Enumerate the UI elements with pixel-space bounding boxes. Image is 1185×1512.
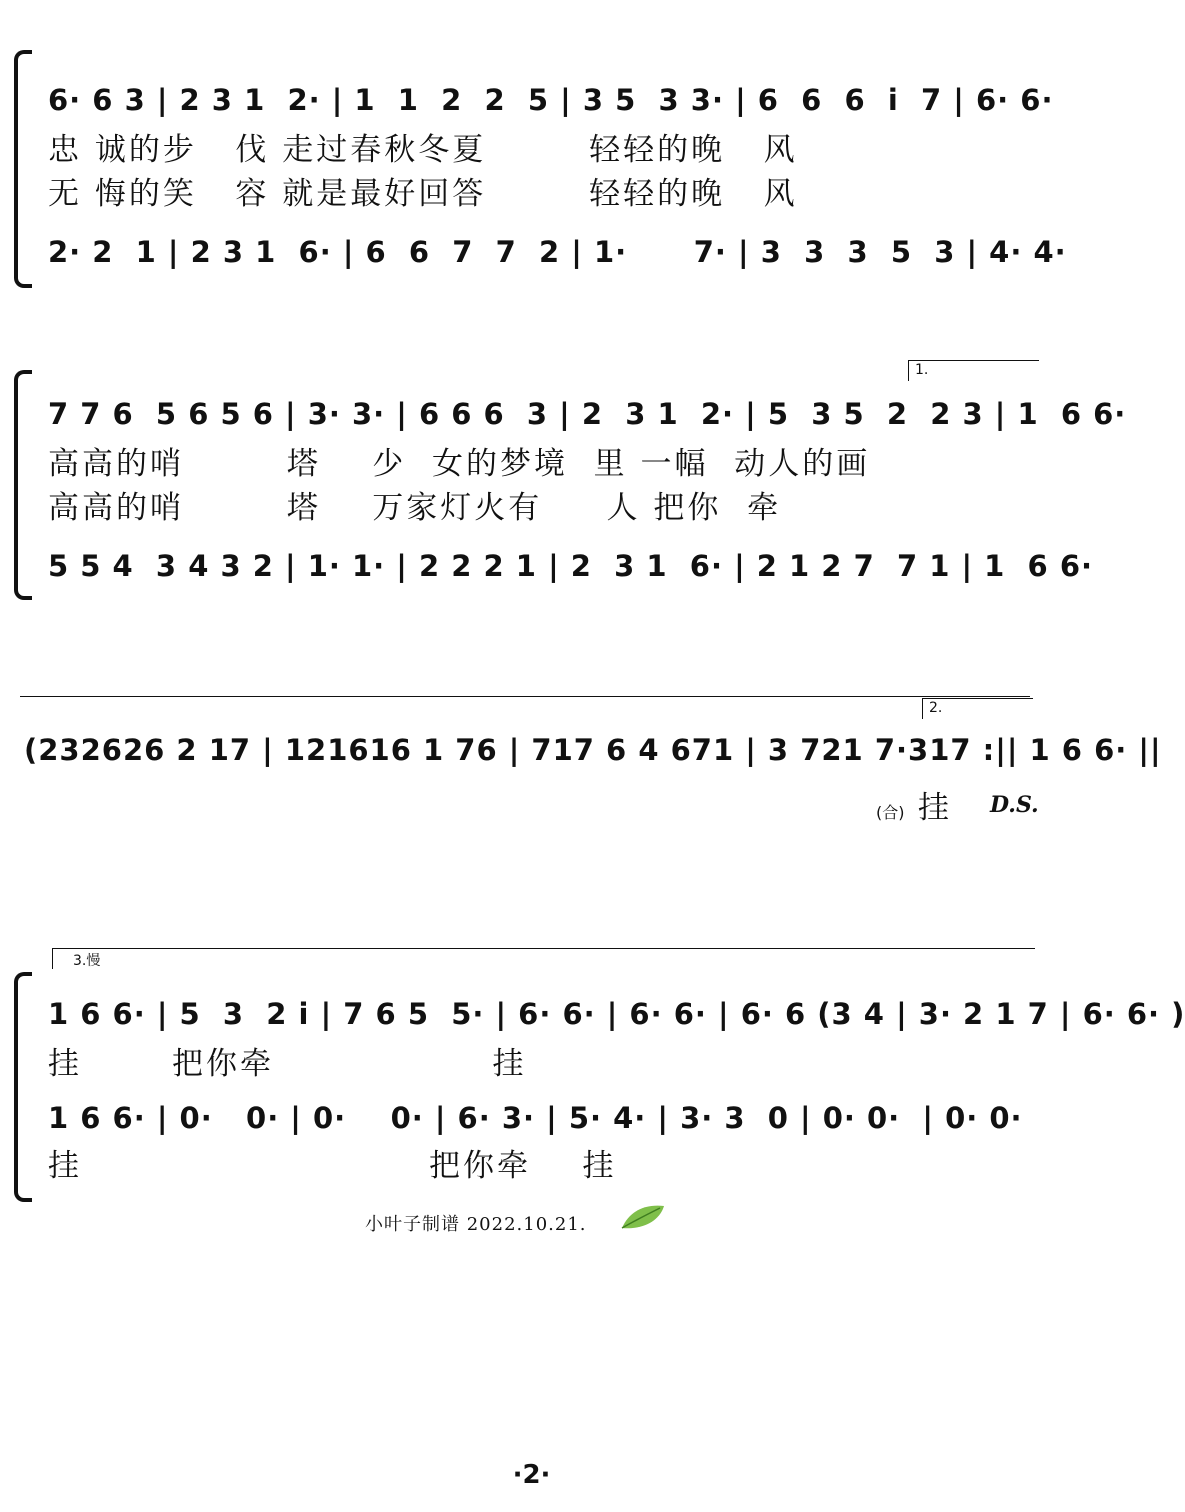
staff-rule xyxy=(20,696,1030,697)
lyric-line-1: 高高的哨 塔 少 女的梦境 里 一幅 动人的画 xyxy=(48,446,871,482)
melody-line: 6· 6 3 | 2 3 1 2· | 1 1 2 2 5 | 3 5 3 3· | 6 6 6 i 7 | 6· 6· xyxy=(48,83,1054,117)
leaf-icon xyxy=(620,1202,666,1232)
melody-line: 1 6 6· | 5 3 2 i | 7 6 5 5· | 6· 6· | 6· 6· | 6· 6 (3 4 | 3· 2 1 7 | 6· 6· ) xyxy=(48,997,1185,1031)
system-brace xyxy=(14,50,32,288)
interlude-line: (232626 2 17 | 121616 1 76 | 717 6 4 671 | 3 721 7·317 :|| 1 6 6· || xyxy=(24,733,1162,767)
dal-segno-mark: D.S. xyxy=(990,792,1039,818)
harmony-line: 5 5 4 3 4 3 2 | 1· 1· | 2 2 2 1 | 2 3 1 6· | 2 1 2 7 7 1 | 1 6 6· xyxy=(48,549,1094,583)
lyric-line-2: 挂 把你牵 挂 xyxy=(48,1148,617,1184)
lyric-line-1: 挂 把你牵 挂 xyxy=(48,1046,527,1082)
page-number: ·2· xyxy=(512,1460,551,1490)
volta-bracket: 1. xyxy=(908,360,1039,381)
harmony-line: 1 6 6· | 0· 0· | 0· 0· | 6· 3· | 5· 4· | 3· 3 0 | 0· 0· | 0· 0· xyxy=(48,1101,1023,1135)
lyric-line-2: 高高的哨 塔 万家灯火有 人 把你 牵 xyxy=(48,490,782,526)
volta-bracket: 2. xyxy=(922,698,1033,719)
lyric-line-1: 忠 诚的步 伐 走过春秋冬夏 轻轻的晚 风 xyxy=(48,132,798,168)
harmony-line: 2· 2 1 | 2 3 1 6· | 6 6 7 7 2 | 1· 7· | 3 3 3 5 3 | 4· 4· xyxy=(48,235,1067,269)
chorus-label: (合) xyxy=(876,803,905,822)
lyric-line-2: 无 悔的笑 容 就是最好回答 轻轻的晚 风 xyxy=(48,176,798,212)
system-brace xyxy=(14,370,32,600)
system-brace xyxy=(14,972,32,1202)
lyric-text: 挂 xyxy=(918,790,952,826)
volta-bracket: 3.慢 xyxy=(52,948,1035,969)
melody-line: 7 7 6 5 6 5 6 | 3· 3· | 6 6 6 3 | 2 3 1 2· | 5 3 5 2 2 3 | 1 6 6· xyxy=(48,397,1127,431)
credit-text: 小叶子制谱 2022.10.21. xyxy=(365,1214,587,1235)
